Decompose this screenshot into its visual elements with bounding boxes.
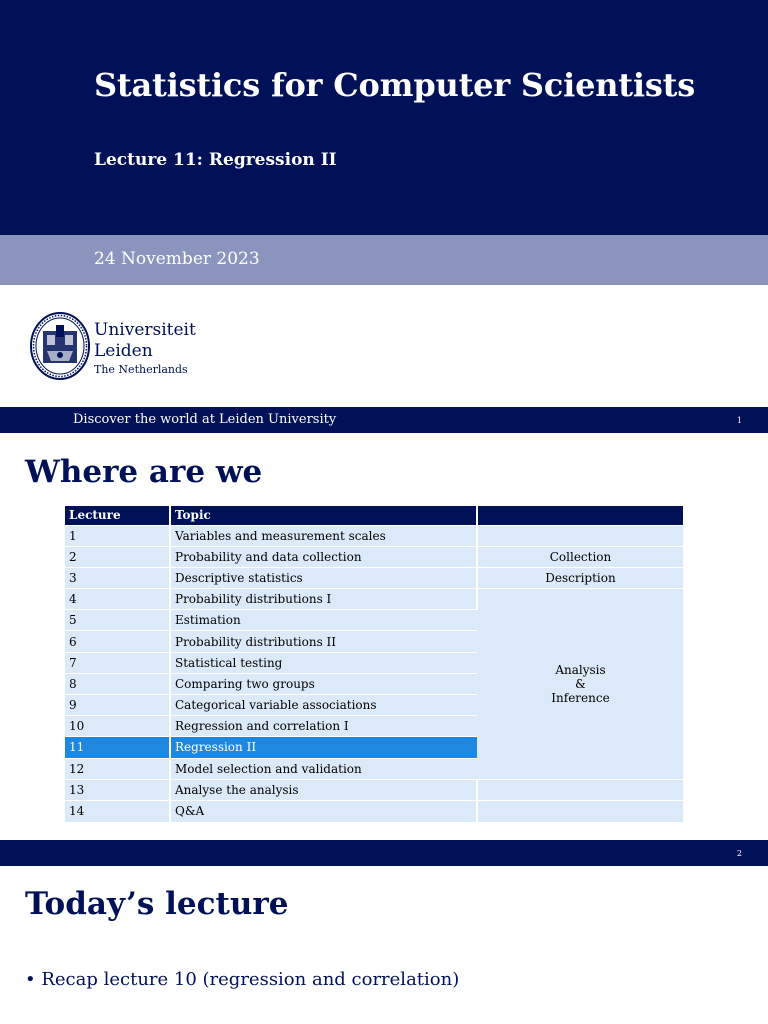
lecture-number: 2 xyxy=(65,546,170,567)
table-row xyxy=(65,589,683,610)
phase-description: Description xyxy=(477,567,683,588)
phase-cell-empty xyxy=(477,779,683,800)
lecture-schedule-table xyxy=(65,506,683,822)
lecture-topic: Comparing two groups xyxy=(170,673,477,694)
lecture-number: 5 xyxy=(65,610,170,631)
page-number-2: 2 xyxy=(736,849,742,858)
title-banner xyxy=(0,0,768,235)
table-row xyxy=(65,779,683,800)
lecture-number: 3 xyxy=(65,567,170,588)
lecture-number: 6 xyxy=(65,631,170,652)
lecture-number: 14 xyxy=(65,800,170,821)
table-row xyxy=(65,525,683,546)
lecture-topic: Regression and correlation I xyxy=(170,716,477,737)
todays-lecture-heading: Today’s lecture xyxy=(25,886,289,922)
table-row xyxy=(65,546,683,567)
lecture-number: 13 xyxy=(65,779,170,800)
lecture-topic: Statistical testing xyxy=(170,652,477,673)
table-row xyxy=(65,800,683,821)
phase-analysis-line3: Inference xyxy=(551,690,610,705)
lecture-topic: Q&A xyxy=(170,800,477,821)
phase-analysis-inference xyxy=(477,589,683,780)
page-number-1: 1 xyxy=(736,416,742,425)
bullet-item: • Recap lecture 10 (regression and correlation) xyxy=(25,969,460,990)
lecture-topic: Probability and data collection xyxy=(170,546,477,567)
column-header-lecture: Lecture xyxy=(65,506,170,525)
university-seal-icon xyxy=(29,311,91,381)
university-logo xyxy=(29,311,209,381)
footer-bar-slide2 xyxy=(0,840,768,866)
lecture-topic: Variables and measurement scales xyxy=(170,525,477,546)
table-header-row xyxy=(65,506,683,525)
logo-name-line2: Leiden xyxy=(94,341,153,361)
lecture-number: 1 xyxy=(65,525,170,546)
lecture-topic: Probability distributions II xyxy=(170,631,477,652)
logo-country: The Netherlands xyxy=(94,363,188,376)
lecture-number: 8 xyxy=(65,673,170,694)
phase-cell-empty xyxy=(477,525,683,546)
lecture-number: 4 xyxy=(65,589,170,610)
phase-analysis-line1: Analysis xyxy=(555,662,606,677)
lecture-subtitle: Lecture 11: Regression II xyxy=(94,150,337,170)
lecture-topic: Descriptive statistics xyxy=(170,567,477,588)
lecture-topic: Analyse the analysis xyxy=(170,779,477,800)
phase-analysis-line2: & xyxy=(575,676,586,691)
footer-tagline: Discover the world at Leiden University xyxy=(73,412,337,427)
footer-bar-slide1 xyxy=(0,407,768,433)
lecture-number: 12 xyxy=(65,758,170,779)
column-header-phase xyxy=(477,506,683,525)
lecture-topic: Model selection and validation xyxy=(170,758,477,779)
column-header-topic: Topic xyxy=(170,506,477,525)
lecture-number: 9 xyxy=(65,695,170,716)
logo-wordmark xyxy=(94,320,196,362)
lecture-topic: Probability distributions I xyxy=(170,589,477,610)
phase-cell-empty xyxy=(477,800,683,821)
lecture-number: 10 xyxy=(65,716,170,737)
lecture-number: 11 xyxy=(65,737,170,758)
lecture-date: 24 November 2023 xyxy=(94,249,260,269)
lecture-number: 7 xyxy=(65,652,170,673)
presentation-title: Statistics for Computer Scientists xyxy=(94,66,696,104)
lecture-topic: Regression II xyxy=(170,737,477,758)
table-row xyxy=(65,567,683,588)
where-are-we-heading: Where are we xyxy=(25,454,263,490)
logo-name-line1: Universiteit xyxy=(94,320,196,340)
lecture-topic: Estimation xyxy=(170,610,477,631)
lecture-topic: Categorical variable associations xyxy=(170,695,477,716)
phase-collection: Collection xyxy=(477,546,683,567)
